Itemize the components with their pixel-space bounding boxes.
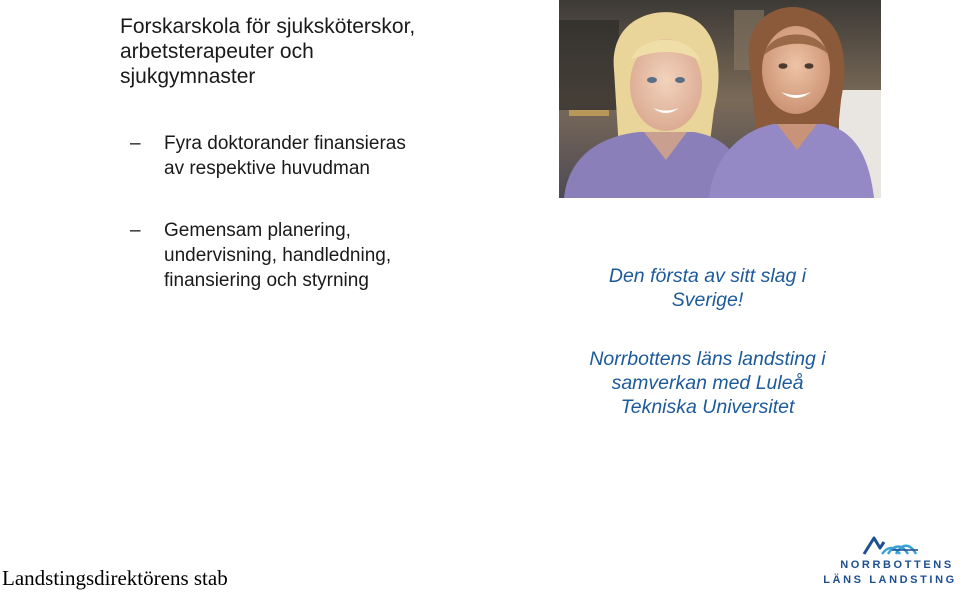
caption-collaboration: Norrbottens läns landsting i samverkan med Luleå Tekniska Universitet	[589, 348, 826, 418]
norrbottens-lans-landsting-logo	[822, 534, 958, 590]
norrbotten-wave-mark-icon	[862, 534, 920, 556]
bullet-item	[120, 218, 480, 308]
slide-title: Forskarskola för sjuksköterskor, arbetsterapeuter och sjukgymnaster	[120, 15, 416, 88]
bullet-dash: –	[130, 133, 141, 154]
logo-text-line1: NORRBOTTENS	[840, 559, 954, 571]
bullet-item	[120, 131, 480, 191]
nurses-photo-image	[559, 0, 881, 198]
bullet-dash: –	[130, 220, 141, 241]
bullet-text: Fyra doktorander finansieras av respektive huvudman	[164, 133, 406, 179]
logo-text-line2: LÄNS LANDSTING	[823, 574, 957, 586]
caption-first-of-its-kind: Den första av sitt slag i Sverige!	[608, 265, 807, 311]
nurses-photo	[559, 0, 881, 198]
bullet-text: Gemensam planering, undervisning, handledning, finansiering och styrning	[164, 220, 392, 291]
footer-department: Landstingsdirektörens stab	[2, 566, 228, 590]
